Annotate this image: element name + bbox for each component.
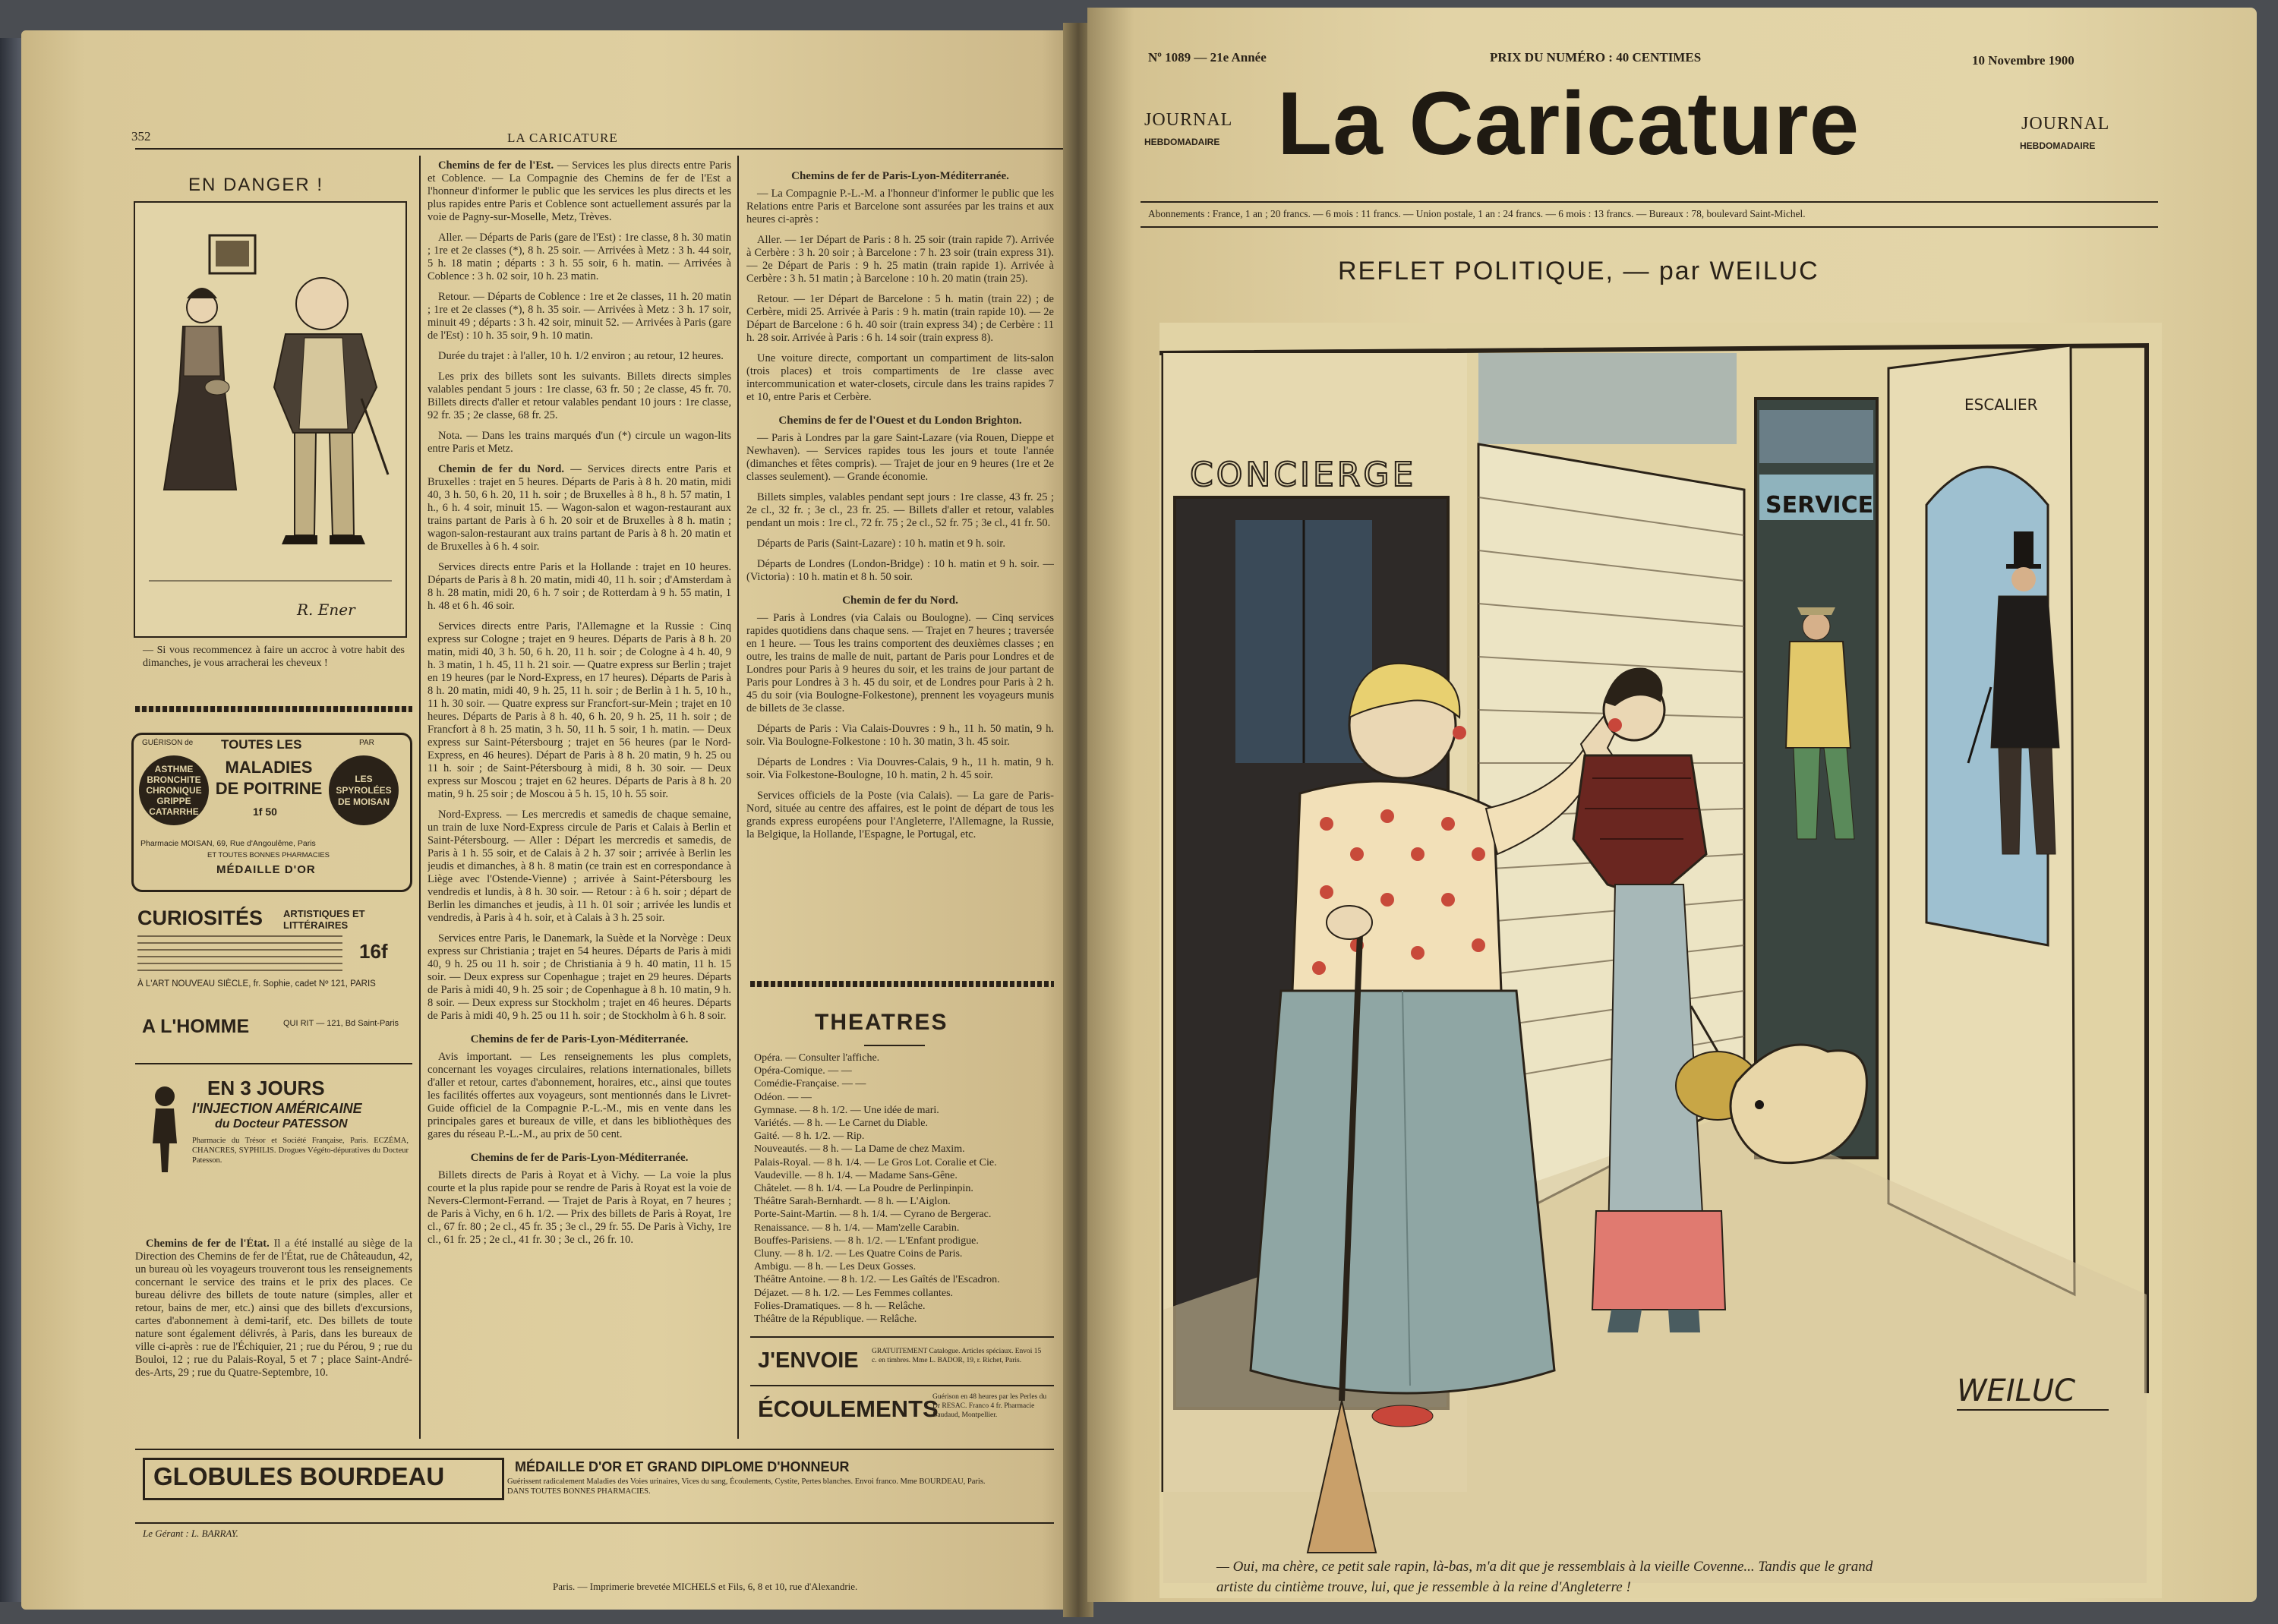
imprint: Paris. — Imprimerie brevetée MICHELS et Fils, 6, 8 et 10, rue d'Alexandrie. — [553, 1581, 858, 1592]
theatre-entry: Folies-Dramatiques. — 8 h. — Relâche. — [754, 1300, 926, 1312]
cartoon-en-danger — [134, 201, 407, 638]
theatre-entry: Théâtre Sarah-Bernhardt. — 8 h. — L'Aiglon. — [754, 1196, 951, 1208]
issue-price: PRIX DU NUMÉRO : 40 CENTIMES — [1490, 50, 1702, 65]
cartoon-title: REFLET POLITIQUE, — par WEILUC — [1338, 257, 1819, 285]
cartoon-title: EN DANGER ! — [188, 175, 324, 195]
right-page — [1087, 8, 2257, 1602]
gerant: Le Gérant : L. BARRAY. — [143, 1528, 238, 1539]
column-railways-2: Chemins de fer de Paris-Lyon-Méditerranée. — La Compagnie P.-L.-M. a l'honneur d'informer le public que les Relations entre Paris et Barcelone sont assurées par les trains et aux heures ci-après : Aller. — 1er Départ de Paris : 8 h. 25 soir (train rapide 7). Arrivée à Cerbère : 3 h. 20 soir ; à Barcelone : 7 h. 23 soir (train express 31). — 2e Départ de Paris : 9 h. 25 matin (train rapide 1). Arrivée à Cerbère : 3 h. 51 matin ; à Barcelone : 10 h. 20 matin (train 25). Retour. — 1er Départ de Barcelone : 5 h. matin (train 22) ; de Cerbère, midi 25. Arrivée à Paris : 9 h. matin (train rapide 10). — 2e Départ de Barcelone : 6 h. 40 soir (train express 34) ; de Cerbère : 11 h. 28 soir. Arrivée à Paris : 6 h. 14 soir (train express 8). Une voiture directe, comportant un compartiment de lits-salon (trois places) et trois compartiments de 1re classe avec intercommunication et water-closets, circule dans les trains rapides 7 et 10, entre Paris et Cerbère. Chemins de fer de l'Ouest et du London Brighton. — Paris à Londres par la gare Saint-Lazare (via Rouen, Dieppe et Newhaven). — Services rapides tous les jours et toute l'année (dimanches et fêtes compris). — Trajet de jour en 9 heures (1re et 2e classes seulement). — Grande économie. Billets simples, valables pendant sept jours : 1re classe, 43 fr. 25 ; 2e cl., 32 fr. ; 3e cl., 23 fr. 25. — Billets d'aller et retour, valables pendant un mois : 1re cl., 72 fr. 75 ; 2e cl., 52 fr. 75 ; 3e cl., 41 fr. 50. Départs de Paris (Saint-Lazare) : 10 h. matin et 9 h. soir. Départs de Londres (London-Bridge) : 10 h. matin et 9 h. soir. — (Victoria) : 10 h. matin et 8 h. 50 soir. Chemin de fer du Nord. — Paris à Londres (via Calais ou Boulogne). — Cinq services rapides quotidiens dans chaque sens. — Trajet en 7 heures ; traversée en 1 heure. — Tous les trains comportent des deuxièmes classes ; en outre, les trains de malle de nuit, partant de Paris pour Londres et de Londres pour Paris à 9 heures du soir, et les trains de jour partant de Paris pour Londres à 3 h. 45 du soir, et de Londres pour Paris à 2 h. 45 du soir (via Boulogne-Folkestone), prennent les voyageurs munis de billets de 3e classe. Départs de Paris : Via Calais-Douvres : 9 h., 11 h. 50 matin, 9 h. soir. Via Boulogne-Folkestone : 10 h. 30 matin, 3 h. 45 soir. Départs de Londres : Via Douvres-Calais, 9 h., 11 h. matin, 9 h. soir. Via Folkestone-Boulogne, 10 h. matin, 2 h. 45 soir. Services officiels de la Poste (via Calais). — La gare de Paris-Nord, située au centre des affaires, est le point de départ de tous les grands express européens pour l'Angleterre, l'Allemagne, la Russie, la Belgique, la Hollande, l'Espagne, le Portugal, etc. — [746, 170, 1054, 840]
theatre-entry: Bouffes-Parisiens. — 8 h. 1/2. — L'Enfant prodigue. — [754, 1235, 979, 1247]
theatres-list — [754, 1052, 1054, 1326]
theatre-entry: Ambigu. — 8 h. — Les Deux Gosses. — [754, 1261, 917, 1273]
ad-jenvoie: J'ENVOIE GRATUITEMENT Catalogue. Articles spéciaux. Envoi 15 c. en timbres. Mme L. BADOR, 19, r. Richet, Paris. — [758, 1348, 1042, 1373]
cartoon-caption: — Si vous recommencez à faire un accroc à votre habit des dimanches, je vous arracherai les cheveux ! — [143, 645, 405, 669]
journal-right: JOURNAL — [2021, 114, 2110, 134]
child-figure-icon — [142, 1083, 188, 1174]
column-railways-1: Chemins de fer de l'Est. — Services les plus directs entre Paris et Coblence. — La Compagnie des Chemins de fer de l'Est a l'honneur d'informer le public que les services les plus directs et les plus rapides entre Paris et Coblence sont actuellement assurés par la voie de Pagny-sur-Moselle, Metz, Trèves. Aller. — Départs de Paris (gare de l'Est) : 1re classe, 8 h. 30 matin ; 1re et 2e classes (*), 8 h. 25 soir. — Arrivées à Metz : 3 h. 44 soir, 5 h. 18 matin ; départs : 3 h. 55 soir, 6 h. matin. — Arrivées à Coblence : 3 h. 02 soir, 10 h. 23 matin. Retour. — Départs de Coblence : 1re et 2e classes, 11 h. 20 matin ; 1re et 2e classes (*), 8 h. 35 soir. — Arrivées à Metz : 3 h. 17 soir, minuit 49 ; départs : 3 h. 42 soir, minuit 52. — Arrivées à Paris (gare de l'Est) : 10 h. 35 soir, 9 h. 10 matin. Durée du trajet : à l'aller, 10 h. 1/2 environ ; au retour, 12 heures. Les prix des billets sont les suivants. Billets directs simples valables pendant 5 jours : 1re classe, 63 fr. 50 ; 2e classe, 45 fr. 70. Billets directs d'aller et retour valables pendant 10 jours : 1re classe, 92 fr. 35 ; 2e classe, 68 fr. 25. Nota. — Dans les trains marqués d'un (*) circule un wagon-lits entre Paris et Metz. Chemin de fer du Nord. — Services directs entre Paris et Bruxelles : trajet en 5 heures. Départs de Paris à 8 h. 20 matin, midi 40, 3 h. 50, 6 h. 20, 11 h. soir ; de Bruxelles à 8 h., 8 h. 57 matin, 1 h., 6 h. 4 soir, minuit 15. — Wagon-salon et wagon-restaurant aux trains partant de Paris à 6 h. 20 soir et de Bruxelles à 8 h. matin ; wagon-salon-restaurant aux trains partant de Paris à 8 h. 20 matin et de Bruxelles à 6 h. 4 soir. Services directs entre Paris et la Hollande : trajet en 10 heures. Départs de Paris à 8 h. 20 matin, midi 40, 11 h. soir ; d'Amsterdam à 8 h. 28 matin, midi 20, 6 h. 7 soir ; de Rotterdam à 9 h. 55 matin, 1 h. 48 et 6 h. 46 soir. Services directs entre Paris, l'Allemagne et la Russie : Cinq express sur Cologne ; trajet en 9 heures. Départs de Paris à 8 h. 20 matin, midi 40, 3 h. 50, 6 h. 20, 11 h. soir ; de Cologne à 4 h. 40, 9 h. 3 matin, 1 h. 45, 11 h. 21 soir. — Quatre express sur Berlin ; trajet en 19 heures (par le Nord-Express, en 17 heures). Départs de Paris à 8 h. 20 matin, midi 40, 9 h. 25, 11 h. soir ; de Berlin à 1 h. 5, 10 h., 11 h. 30 soir. — Quatre express sur Francfort-sur-Mein ; trajet en 10 heures. Départs de Paris à 8 h. 40, 6 h. 20, 9 h. 25, 11 h. soir ; de Francfort à 8 h. 25 matin, 3 h. 50, 11 h. 5 soir, 1 h. matin. — Deux express sur Saint-Pétersbourg ; trajet en 56 heures (par le Nord-Express, en 46 heures). Départ de Paris à 8 h. 20 matin, 9 h. 25 ou 11 h. soir ; de Saint-Pétersbourg à midi, 8 h. 30 soir. — Deux express sur Moscou ; trajet en 62 heures. Départs de Paris à 8 h. 20 matin, 9 h. 25 soir ; de Moscou à 5 h. 15, 10 h. 55 soir. Nord-Express. — Les mercredis et samedis de chaque semaine, un train de luxe Nord-Express circule de Paris et Calais à Berlin et Saint-Pétersbourg. — Aller : Départ les mercredis et samedis, de Paris à 1 h. 55 soir, et de Calais à 2 h. 37 soir ; arrivée à Berlin les jeudis et dimanches, à 8 h. 8 matin (ce train est en correspondance à Liège avec l'Ostende-Vienne) ; arrivée à Saint-Pétersbourg les vendredis et lundis, à 8 h. 30 soir. — Retour : à 6 h. soir ; départ de Berlin les dimanches et jeudis, à 11 h. 01 soir ; arrivée les lundis et vendredis, à Paris à 4 h. soir, et à Calais à 3 h. 25 soir. Services entre Paris, le Danemark, la Suède et la Norvège : Deux express sur Christiania ; trajet en 54 heures. Départs de Paris à midi 40, 9 h. 25 ou 11 h. soir ; de Christiania à 9 h. 40 matin, 11 h. 15 soir. — Deux express sur Copenhague ; trajet en 29 heures. Départs de Paris à midi 40, 9 h. 25 soir ; de Copenhague à 8 h. 10 matin, 9 h. 8 soir. — Deux express sur Stockholm ; trajet en 46 heures. Départs de Paris à midi 40, 9 h. 25 ou 11 h. soir ; de Stockholm à 6 h. 8 soir. Chemins de fer de Paris-Lyon-Méditerranée. Avis important. — Les renseignements les plus complets, concernant les voyages circulaires, relations internationales, billets d'aller et retour, cartes d'abonnement, horaires, etc., ainsi que toutes les facilités offertes aux voyageurs, sont mentionnés dans le Livret-Guide officiel de la Compagnie P.-L.-M., mis en vente dans les principales gares et bureaux de ville, et dans les bibliothèques des gares du réseau P.-L.-M., au prix de 50 cent. Chemins de fer de Paris-Lyon-Méditerranée. Billets directs de Paris à Royat et à Vichy. — La voie la plus courte et la plus rapide pour se rendre de Paris à Royat est la voie de Nevers-Clermont-Ferrand. — Trajet de Paris à Royat, en 7 heures ; de Paris à Vichy, en 6 h. 1/2. — Prix des billets de Paris à Royat, 1re cl., 67 fr. 80 ; 2e cl., 45 fr. 35 ; 3e cl., 29 fr. 55. De Paris à Vichy, 1re cl., 61 fr. 25 ; 2e cl., 41 fr. 30 ; 3e cl., 26 fr. 10. — [428, 159, 731, 1246]
hebdo-right: HEBDOMADAIRE — [2020, 140, 2096, 151]
theatre-entry: Opéra. — Consulter l'affiche. — [754, 1052, 880, 1064]
ad-lhomme: A L'HOMME QUI RIT — 121, Bd Saint-Paris — [142, 1016, 399, 1037]
theatre-entry: Vaudeville. — 8 h. 1/4. — Madame Sans-Gêne. — [754, 1169, 958, 1181]
theatre-entry: Porte-Saint-Martin. — 8 h. 1/4. — Cyrano de Bergerac. — [754, 1209, 992, 1221]
cartoon-signature: R. Ener — [297, 601, 355, 619]
ad-asthme: GUÉRISON de TOUTES LES PAR ASTHME BRONCHITE CHRONIQUE GRIPPE CATARRHE MALADIES DE POITRINE 1f 50 LES SPYROLÉES DE MOISAN Pharmacie MOISAN, 69, Rue d'Angoulême, Paris ET TOUTES BONNES PHARMACIES MÉDAILLE D'OR — [131, 733, 412, 892]
header-rule — [135, 148, 1069, 150]
journal-left: JOURNAL — [1144, 110, 1233, 130]
ad-asthme-left-circle: ASTHME BRONCHITE CHRONIQUE GRIPPE CATARRHE — [139, 755, 209, 825]
issue-number: Nº 1089 — 21e Année — [1148, 50, 1267, 65]
theatres-title: THEATRES — [815, 1010, 948, 1035]
theatre-entry: Cluny. — 8 h. 1/2. — Les Quatre Coins de Paris. — [754, 1248, 963, 1260]
column-rule — [737, 156, 739, 1439]
apron-skirt — [1251, 991, 1554, 1393]
notice-chemins-etat: Chemins de fer de l'État. Il a été installé au siège de la Direction des Chemins de fer de l'État, rue de Châteaudun, 42, un bureau où les voyageurs trouveront tous les renseignements concernant le service des trains et le prix des places. Ce bureau délivre des billets de toute nature (simples, aller et retour, bains de mer, etc.) ainsi que des billets d'excursions, cartes d'abonnement à demi-tarif, etc. Des billets de toute nature sont également délivrés, à Paris, dans les bureaux de ville ci-après : rue de l'Échiquier, 21 ; rue du Pérou, 9 ; rue du Bouloi, 12 ; rue du Palais-Royal, 5 et 7 ; place Saint-André-des-Arts, 29 ; rue du Quatre-Septembre, 10. — [135, 1238, 412, 1379]
ad-ecoulements: ÉCOULEMENTS Guérison en 48 heures par les Perles du Dr RESAC. Franco 4 fr. Pharmacie Baudaud, Montpellier. — [758, 1393, 1047, 1422]
sign-concierge: CONCIERGE — [1190, 456, 1417, 494]
issue-date: 10 Novembre 1900 — [1972, 53, 2074, 68]
theatre-entry: Théâtre de la République. — Relâche. — [754, 1313, 917, 1326]
theatre-entry: Châtelet. — 8 h. 1/4. — La Poudre de Perlinpinpin. — [754, 1183, 973, 1195]
theatre-entry: Théâtre Antoine. — 8 h. 1/2. — Les Gaîtés de l'Escadron. — [754, 1274, 1000, 1286]
ornament-rule — [135, 706, 412, 712]
sign-service: SERVICE — [1765, 492, 1874, 519]
column-rule — [419, 156, 421, 1439]
ad-curiosites: CURIOSITÉS ARTISTIQUES ET LITTÉRAIRES 16f À L'ART NOUVEAU SIÈCLE, fr. Sophie, cadet Nº 121, PARIS — [137, 907, 388, 989]
ad-asthme-right-circle: LES SPYROLÉES DE MOISAN — [329, 755, 399, 825]
theatre-entry: Palais-Royal. — 8 h. 1/4. — Le Gros Lot. Coralie et Cie. — [754, 1156, 997, 1168]
theatre-entry: Gymnase. — 8 h. 1/2. — Une idée de mari. — [754, 1104, 939, 1116]
theatre-entry: Opéra-Comique. — — — [754, 1065, 852, 1077]
cartoon-signature: WEILUC — [1957, 1373, 2076, 1408]
left-page — [21, 30, 1084, 1610]
book-binding — [0, 38, 23, 1602]
theatre-entry: Gaité. — 8 h. 1/2. — Rip. — [754, 1130, 865, 1143]
sign-escalier: ESCALIER — [1964, 396, 2038, 414]
hebdo-left: HEBDOMADAIRE — [1144, 137, 1220, 147]
theatre-entry: Nouveautés. — 8 h. — La Dame de chez Maxim. — [754, 1143, 965, 1156]
caption-line-2: artiste du cintième trouve, lui, que je ressemble à la reine d'Angleterre ! — [1216, 1579, 1631, 1595]
running-head: LA CARICATURE — [507, 131, 618, 145]
theatre-entry: Renaissance. — 8 h. 1/4. — Mam'zelle Carabin. — [754, 1222, 960, 1234]
theatre-entry: Variétés. — 8 h. — Le Carnet du Diable. — [754, 1118, 928, 1130]
cartoon-reflet-politique — [1160, 323, 2162, 1598]
caption-line-1: — Oui, ma chère, ce petit sale rapin, là-bas, m'a dit que je ressemblais à la vieille Covenne... Tandis que le grand — [1216, 1559, 1873, 1575]
theatre-entry: Déjazet. — 8 h. 1/2. — Les Femmes collantes. — [754, 1287, 954, 1299]
masthead-title: La Caricature — [1277, 74, 1860, 174]
ornament-rule — [750, 981, 1054, 987]
subscriptions: Abonnements : France, 1 an ; 20 francs. — 6 mois : 11 francs. — Union postale, 1 an : 24 francs. — 6 mois : 13 francs. — Bureaux : 78, boulevard Saint-Michel. — [1148, 208, 1806, 219]
page-number: 352 — [131, 129, 151, 143]
theatre-entry: Comédie-Française. — — — [754, 1078, 866, 1090]
ad-globules-bourdeau: GLOBULES BOURDEAU MÉDAILLE D'OR ET GRAND DIPLOME D'HONNEUR Guérissent radicalement Maladies des Voies urinaires, Vices du sang, Écoulements, Cystite, Pertes blanches. Envoi franco. Mme BOURDEAU, Paris. DANS TOUTES BONNES PHARMACIES. — [143, 1458, 1016, 1511]
theatre-entry: Odéon. — — — [754, 1091, 812, 1103]
ad-patesson: EN 3 JOURS l'INJECTION AMÉRICAINE du Docteur PATESSON Pharmacie du Trésor et Société Française, Paris. ECZÉMA, CHANCRES, SYPHILIS. Drogues Végéto-dépuratives du Docteur Patesson. — [131, 1072, 412, 1224]
